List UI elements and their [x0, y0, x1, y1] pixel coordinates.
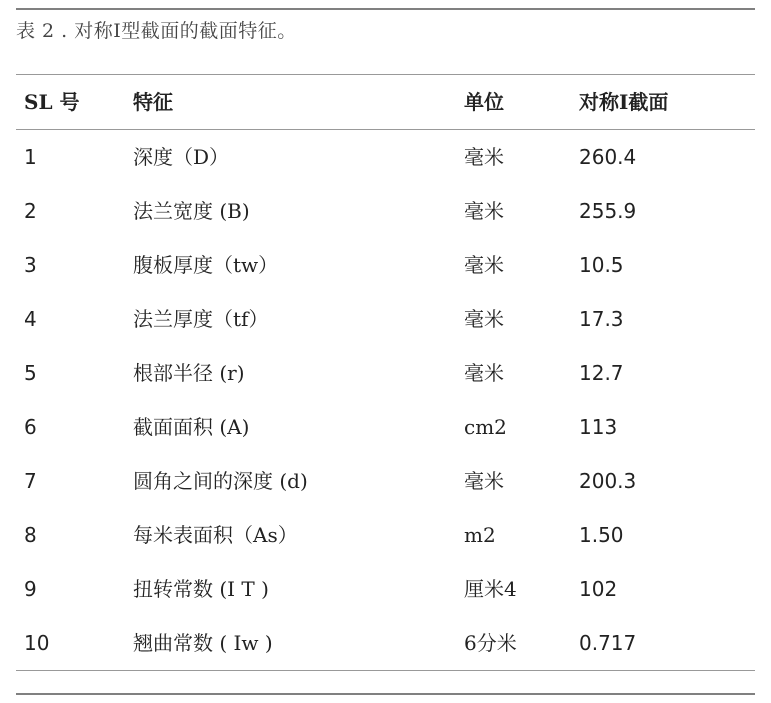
header-value: 对称I截面 [579, 90, 669, 114]
value-cell: 17.3 [579, 307, 624, 331]
feature-cell: 圆角之间的深度 (d) [133, 469, 308, 493]
unit-cell: 毫米 [464, 253, 504, 277]
unit-cell: 毫米 [464, 199, 504, 223]
feature-cell: 腹板厚度（tw） [133, 253, 279, 277]
table-row [16, 454, 755, 508]
header-sl: SL 号 [24, 90, 80, 114]
unit-cell: 毫米 [464, 145, 504, 169]
table-row [16, 346, 755, 400]
sl-cell: 3 [24, 253, 37, 277]
unit-cell: 6分米 [464, 631, 517, 655]
value-cell: 200.3 [579, 469, 637, 493]
unit-cell: m2 [464, 523, 496, 547]
sl-cell: 4 [24, 307, 37, 331]
table-row [16, 238, 755, 292]
feature-cell: 法兰厚度（tf） [133, 307, 269, 331]
table-row [16, 616, 755, 671]
sl-cell: 8 [24, 523, 37, 547]
sl-cell: 5 [24, 361, 37, 385]
feature-cell: 每米表面积（As） [133, 523, 298, 547]
value-cell: 255.9 [579, 199, 637, 223]
sl-cell: 10 [24, 631, 50, 655]
top-rule [16, 8, 755, 10]
bottom-rule [16, 693, 755, 695]
header-unit: 单位 [464, 90, 504, 114]
value-cell: 113 [579, 415, 618, 439]
value-cell: 12.7 [579, 361, 624, 385]
feature-cell: 翘曲常数 ( Iw ) [133, 631, 273, 655]
value-cell: 0.717 [579, 631, 637, 655]
unit-cell: 厘米4 [464, 577, 517, 601]
table-row [16, 400, 755, 454]
sl-cell: 7 [24, 469, 37, 493]
table-row [16, 292, 755, 346]
table-row [16, 184, 755, 238]
value-cell: 10.5 [579, 253, 624, 277]
properties-table [16, 74, 755, 671]
value-cell: 102 [579, 577, 618, 601]
table-header-row [16, 75, 755, 130]
header-feature: 特征 [133, 90, 173, 114]
table-row [16, 562, 755, 616]
table-row [16, 130, 755, 184]
feature-cell: 截面面积 (A) [133, 415, 250, 439]
table-row [16, 508, 755, 562]
unit-cell: cm2 [464, 415, 507, 439]
sl-cell: 2 [24, 199, 37, 223]
value-cell: 1.50 [579, 523, 624, 547]
value-cell: 260.4 [579, 145, 637, 169]
sl-cell: 1 [24, 145, 37, 169]
unit-cell: 毫米 [464, 361, 504, 385]
unit-cell: 毫米 [464, 307, 504, 331]
feature-cell: 法兰宽度 (B) [133, 199, 250, 223]
feature-cell: 根部半径 (r) [133, 361, 245, 385]
sl-cell: 9 [24, 577, 37, 601]
unit-cell: 毫米 [464, 469, 504, 493]
feature-cell: 扭转常数 (I T ) [133, 577, 269, 601]
sl-cell: 6 [24, 415, 37, 439]
table-caption: 表 2 . 对称I型截面的截面特征。 [16, 20, 297, 42]
feature-cell: 深度（D） [133, 145, 230, 169]
